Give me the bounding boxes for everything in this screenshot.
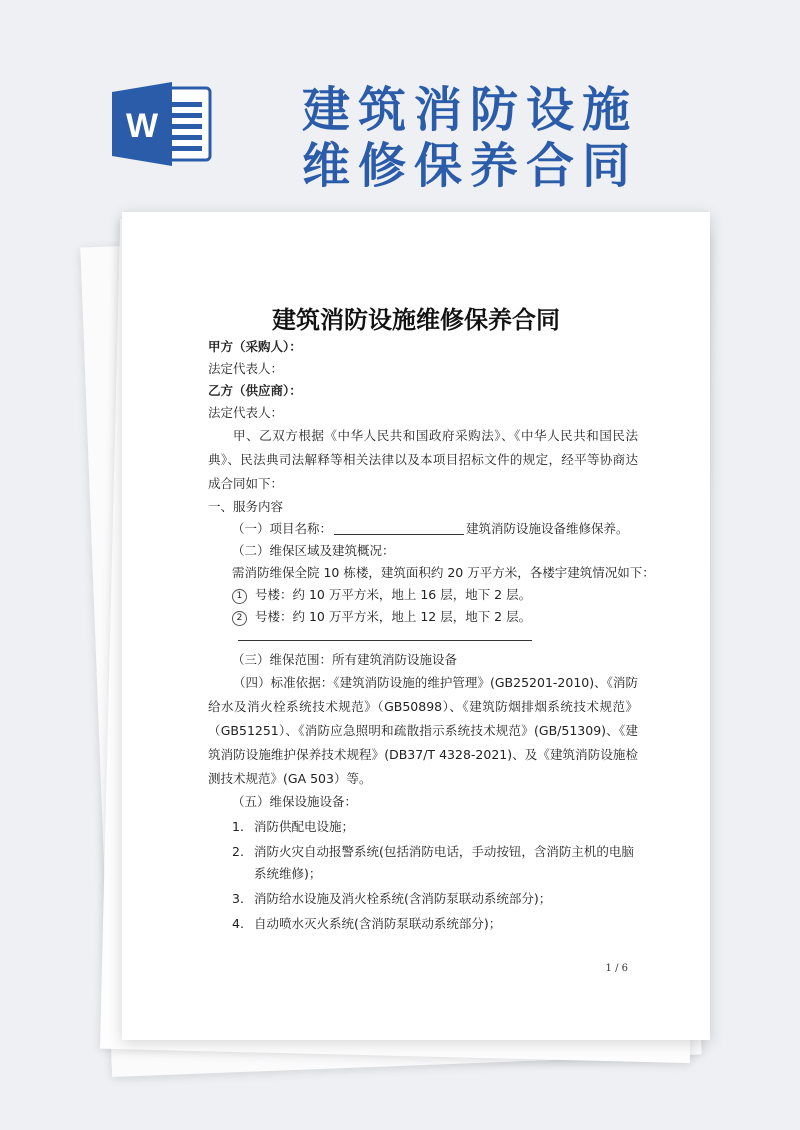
project-name-suffix: 建筑消防设施设备维修保养。 <box>466 521 629 536</box>
party-b: 乙方（供应商）： <box>208 383 302 398</box>
building-marker: 2 <box>232 611 247 626</box>
banner-title-line2: 维修保养合同 <box>302 138 639 194</box>
logo-letter: W <box>125 107 159 145</box>
list-text: 消防火灾自动报警系统(包括消防电话，手动按钮，含消防主机的电脑系统维修)； <box>254 844 634 881</box>
list-text: 消防给水设施及消火栓系统(含消防泵联动系统部分)； <box>254 891 552 906</box>
list-number: 3. <box>232 891 244 906</box>
list-text: 自动喷水灭火系统(含消防泵联动系统部分)； <box>254 916 502 931</box>
list-item <box>208 841 638 885</box>
document-title: 建筑消防设施维修保养合同 <box>272 306 560 334</box>
list-item <box>208 816 638 838</box>
standards-paragraph: （四）标准依据：《建筑消防设施的维护管理》(GB25201-2010)、《消防给水及消火栓系统技术规范》（GB50898）、《建筑防烟排烟系统技术规范》（GB51251）、《消防应急照明和疏散指示系统技术规范》(GB/51309)、《建筑消防设施维护保养技术规程》(DB37/T 4328-2021)、及《建筑消防设施检测技术规范》(GA 503）等。 <box>208 675 638 786</box>
party-b-rep: 法定代表人： <box>208 405 284 420</box>
section-heading: 一、服务内容 <box>208 499 284 514</box>
project-name-label: （一）项目名称： <box>232 521 333 536</box>
equipment-heading: （五）维保设施设备： <box>232 794 358 809</box>
building-item <box>208 606 638 628</box>
document-page <box>122 212 710 1040</box>
blank-rule-line <box>238 640 532 641</box>
area-description: 需消防维保全院 10 栋楼，建筑面积约 20 万平方米，各楼宇建筑情况如下： <box>232 565 655 580</box>
project-name-line <box>208 518 638 540</box>
document-body <box>208 336 655 935</box>
building-text: 号楼：约 10 万平方米，地上 12 层，地下 2 层。 <box>255 609 532 624</box>
party-a-rep: 法定代表人： <box>208 361 284 376</box>
list-number: 1. <box>232 819 244 834</box>
building-marker: 1 <box>232 589 247 604</box>
scope-line: （三）维保范围：所有建筑消防设施设备 <box>232 652 458 667</box>
list-number: 2. <box>232 844 244 859</box>
project-name-blank <box>334 520 464 535</box>
intro-paragraph: 甲、乙双方根据《中华人民共和国政府采购法》、《中华人民共和国民法典》、民法典司法解释等相关法律以及本项目招标文件的规定，经平等协商达成合同如下： <box>208 428 638 491</box>
banner-title <box>302 82 638 194</box>
list-item <box>208 888 638 910</box>
banner-title-line1: 建筑消防设施 <box>302 82 639 138</box>
party-a: 甲方（采购人）： <box>208 339 302 354</box>
building-text: 号楼：约 10 万平方米，地上 16 层，地下 2 层。 <box>255 587 532 602</box>
page-number: 1 / 6 <box>605 963 628 974</box>
building-item <box>208 584 638 606</box>
list-item <box>208 913 638 935</box>
word-logo-icon <box>112 80 212 168</box>
list-number: 4. <box>232 916 244 931</box>
area-heading: （二）维保区域及建筑概况： <box>232 543 395 558</box>
list-text: 消防供配电设施； <box>254 819 355 834</box>
